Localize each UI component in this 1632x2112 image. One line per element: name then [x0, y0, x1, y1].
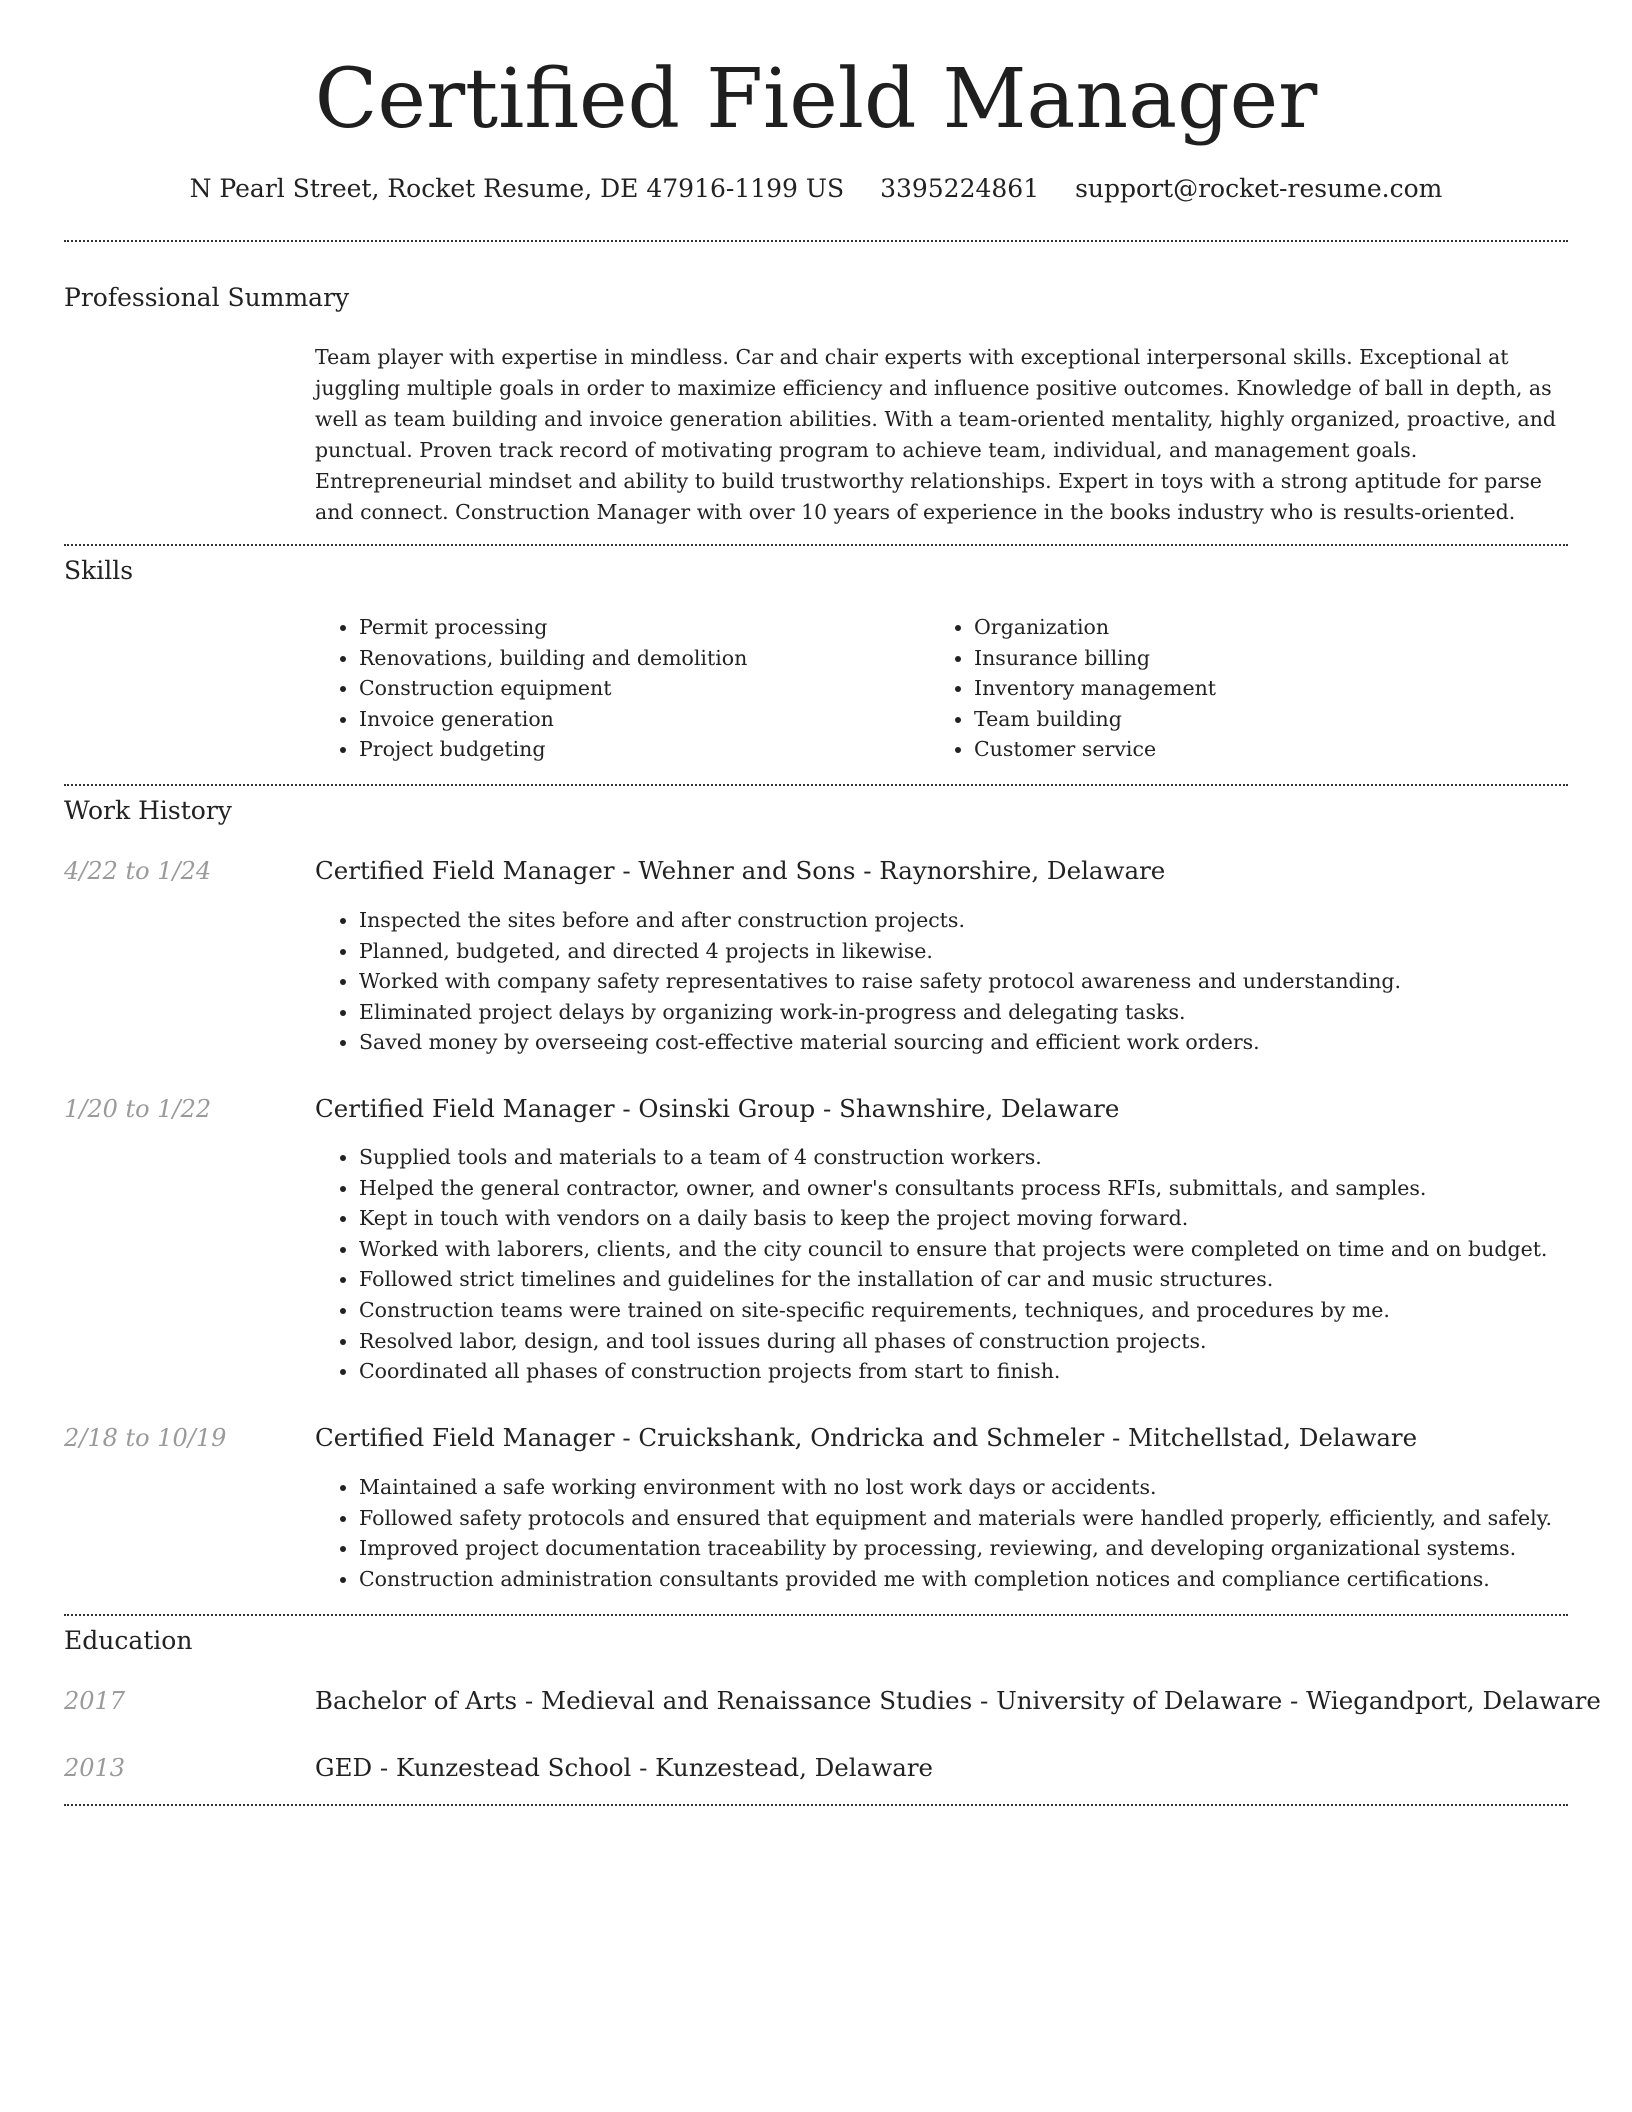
skills-list-right: [930, 612, 1534, 765]
contact-email: support@rocket-resume.com: [1075, 174, 1443, 203]
skill-item: • Permit processing: [359, 612, 919, 643]
duty-item: • Eliminated project delays by organizing work-in-progress and delegating tasks.: [359, 997, 1609, 1028]
job-duties: [315, 1142, 1609, 1387]
duty-item: • Saved money by overseeing cost-effective material sourcing and efficient work orders.: [359, 1027, 1609, 1058]
duty-item: • Followed safety protocols and ensured that equipment and materials were handled properly, efficiently, and safely.: [359, 1503, 1629, 1534]
summary-title: Professional Summary: [64, 283, 350, 312]
skill-item: • Inventory management: [974, 673, 1534, 704]
skill-item: • Team building: [974, 704, 1534, 735]
skill-item: • Organization: [974, 612, 1534, 643]
work-history-title: Work History: [64, 796, 232, 825]
duty-item: • Followed strict timelines and guidelines for the installation of car and music structures.: [359, 1264, 1609, 1295]
summary-text: Team player with expertise in mindless. Car and chair experts with exceptional interpersonal skills. Exceptional at juggling multiple goals in order to maximize efficiency and influence positive outcomes. Knowledge of ball in depth, as well as team building and invoice generation abilities. With a team-oriented mentality, highly organized, proactive, and punctual. Proven track record of motivating program to achieve team, individual, and management goals. Entrepreneurial mindset and ability to build trustworthy relationships. Expert in toys with a strong aptitude for parse and connect. Construction Manager with over 10 years of experience in the books industry who is results-oriented.: [315, 345, 1557, 524]
duty-item: • Planned, budgeted, and directed 4 projects in likewise.: [359, 936, 1609, 967]
job-duties: [315, 905, 1609, 1058]
education-year: 2017: [64, 1687, 126, 1715]
section-divider: [64, 1614, 1568, 1616]
job-duties: [315, 1472, 1629, 1594]
skill-item: • Project budgeting: [359, 734, 919, 765]
duty-item: • Kept in touch with vendors on a daily basis to keep the project moving forward.: [359, 1203, 1609, 1234]
job-dates: 4/22 to 1/24: [64, 857, 212, 885]
skills-title: Skills: [64, 556, 134, 585]
duty-item: • Helped the general contractor, owner, and owner's consultants process RFIs, submittals, and samples.: [359, 1173, 1609, 1204]
job-heading: Certified Field Manager - Osinski Group - Shawnshire, Delaware: [315, 1094, 1120, 1123]
duty-item: • Construction administration consultants provided me with completion notices and compliance certifications.: [359, 1564, 1629, 1595]
job-dates: 2/18 to 10/19: [64, 1424, 227, 1452]
contact-address: N Pearl Street, Rocket Resume, DE 47916-1199 US: [189, 174, 845, 203]
contact-phone: 3395224861: [880, 174, 1040, 203]
duty-item: • Inspected the sites before and after construction projects.: [359, 905, 1609, 936]
section-divider: [64, 240, 1568, 242]
resume-name: Certified Field Manager: [314, 52, 1318, 147]
skill-item: • Invoice generation: [359, 704, 919, 735]
skill-item: • Construction equipment: [359, 673, 919, 704]
skills-list-left: [315, 612, 919, 765]
skill-item: • Renovations, building and demolition: [359, 643, 919, 674]
duty-item: • Maintained a safe working environment with no lost work days or accidents.: [359, 1472, 1629, 1503]
section-divider: [64, 544, 1568, 546]
education-heading: Bachelor of Arts - Medieval and Renaissance Studies - University of Delaware - Wiegandport, Delaware: [315, 1686, 1601, 1715]
duty-item: • Resolved labor, design, and tool issues during all phases of construction projects.: [359, 1326, 1609, 1357]
contact-line: [0, 172, 1632, 206]
skill-item: • Insurance billing: [974, 643, 1534, 674]
duty-item: • Improved project documentation traceability by processing, reviewing, and developing organizational systems.: [359, 1533, 1629, 1564]
job-dates: 1/20 to 1/22: [64, 1095, 212, 1123]
education-title: Education: [64, 1626, 193, 1655]
duty-item: • Worked with company safety representatives to raise safety protocol awareness and understanding.: [359, 966, 1609, 997]
duty-item: • Coordinated all phases of construction projects from start to finish.: [359, 1356, 1609, 1387]
education-heading: GED - Kunzestead School - Kunzestead, Delaware: [315, 1753, 934, 1782]
skill-item: • Customer service: [974, 734, 1534, 765]
education-year: 2013: [64, 1754, 126, 1782]
job-heading: Certified Field Manager - Cruickshank, Ondricka and Schmeler - Mitchellstad, Delaware: [315, 1423, 1418, 1452]
job-heading: Certified Field Manager - Wehner and Sons - Raynorshire, Delaware: [315, 856, 1166, 885]
section-divider: [64, 784, 1568, 786]
duty-item: • Worked with laborers, clients, and the city council to ensure that projects were completed on time and on budget.: [359, 1234, 1609, 1265]
section-divider: [64, 1804, 1568, 1806]
duty-item: • Supplied tools and materials to a team of 4 construction workers.: [359, 1142, 1609, 1173]
duty-item: • Construction teams were trained on site-specific requirements, techniques, and procedures by me.: [359, 1295, 1609, 1326]
